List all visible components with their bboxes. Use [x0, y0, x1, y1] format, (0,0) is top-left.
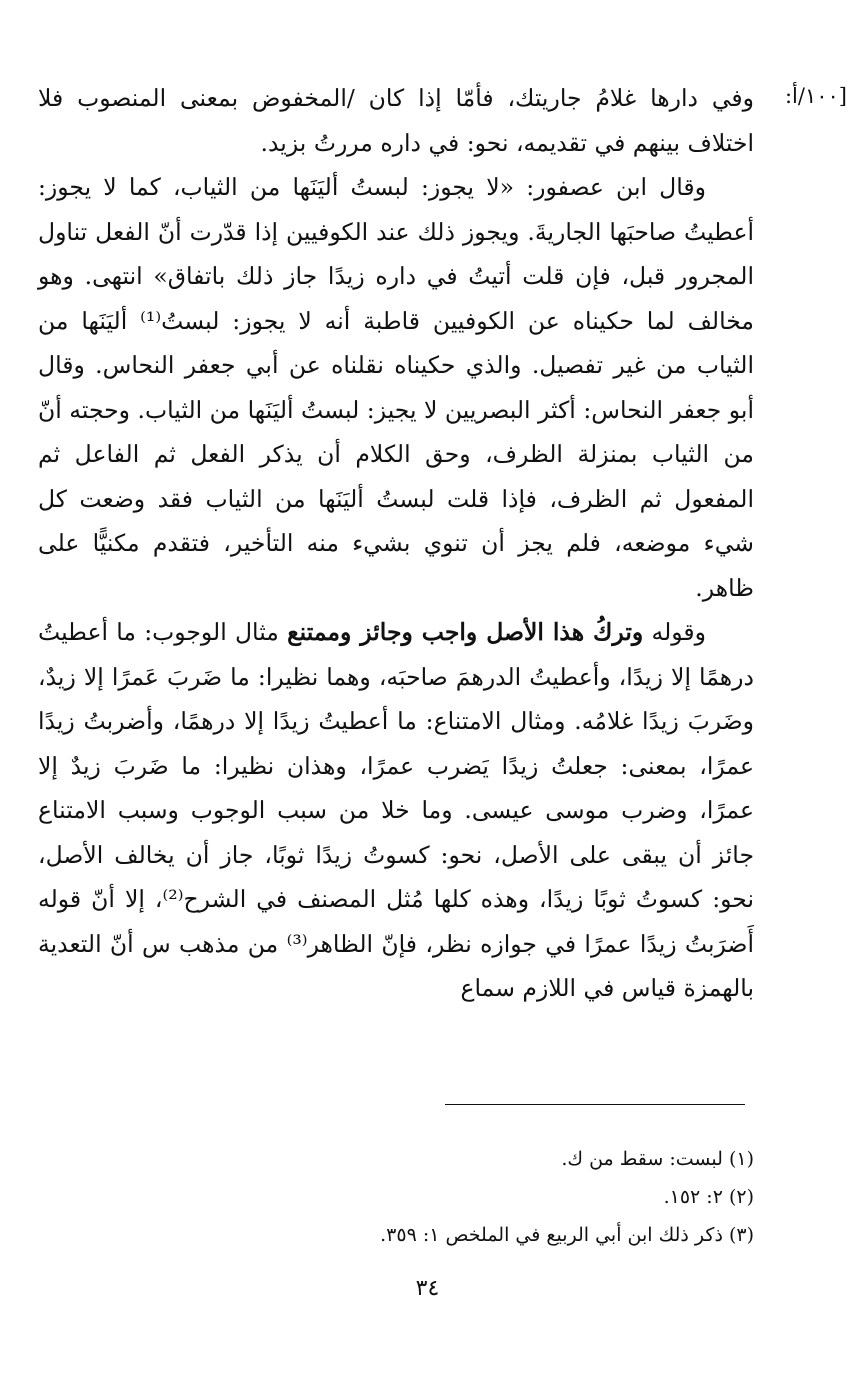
- page-number: ٣٤: [415, 1276, 440, 1301]
- footnote-3: (٣) ذكر ذلك ابن أبي الربيع في الملخص ١: ٣٥٩.: [380, 1224, 754, 1246]
- paragraph-3-quoted-phrase: وتركُ هذا الأصل واجب وجائز وممتنع: [287, 618, 644, 646]
- paragraph-3-intro: وقوله: [643, 618, 706, 646]
- margin-manuscript-reference: :١٠٠/أ]: [784, 84, 847, 108]
- paragraph-3: [38, 610, 754, 1011]
- paragraph-2: وقال ابن عصفور: «لا يجوز: لبستُ أليَنَها من الثياب، كما لا يجوز: أعطيتُ صاحبَها الجاريةَ. ويجوز ذلك عند الكوفيين إذا قدّرت أنّ الفعل تناول المجرور قبل، فإن قلت أتيتُ في داره زيدًا جاز ذلك باتفاق» انتهى. وهو مخالف لما حكيناه عن الكوفيين قاطبة أنه لا يجوز: لبستُ⁽¹⁾ أليَنَها من الثياب من غير تفصيل. والذي حكيناه نقلناه عن أبي جعفر النحاس. وقال أبو جعفر النحاس: أكثر البصريين لا يجيز: لبستُ أليَنَها من الثياب. وحجته أنّ من الثياب بمنزلة الظرف، وحق الكلام أن يذكر الفعل ثم الفاعل ثم المفعول ثم الظرف، فإذا قلت لبستُ أليَنَها من الثياب فقد وضعت كل شيء موضعه، فلم يجز أن تنوي بشيء منه التأخير، فتقدم مكنيًّا على ظاهر.: [38, 173, 754, 602]
- footnotes: [38, 1140, 754, 1254]
- paragraph-3-body: مثال الوجوب: ما أعطيتُ درهمًا إلا زيدًا، وأعطيتُ الدرهمَ صاحبَه، وهما نظيرا: ما ضَربَ عَمرًا إلا زيدٌ، وضَربَ زيدًا غلامُه. ومثال الامتناع: ما أعطيتُ زيدًا إلا درهمًا، وأضربتُ زيدًا عمرًا، بمعنى: جعلتُ زيدًا يَضرب عمرًا، وهذان نظيرا: ما ضَربَ زيدٌ إلا عمرًا، وضرب موسى عيسى. وما خلا من سبب الوجوب وسبب الامتناع جائز أن يبقى على الأصل، نحو: كسوتُ زيدًا ثوبًا، جاز أن يخالف الأصل، نحو: كسوتُ ثوبًا زيدًا، وهذه كلها مُثل المصنف في الشرح⁽²⁾، إلا أنّ قوله أَضرَبتُ زيدًا عمرًا في جوازه نظر، فإنّ الظاهر⁽³⁾ من مذهب س أنّ التعدية بالهمزة قياس في اللازم سماع: [38, 618, 754, 1002]
- footnote-divider: [445, 1104, 745, 1105]
- paragraph-1: وفي دارها غلامُ جاريتك، فأمّا إذا كان /المخفوض بمعنى المنصوب فلا اختلاف بينهم في تقديمه، نحو: في داره مررتُ بزيد.: [38, 84, 754, 157]
- footnote-2: (٢) ٢: ١٥٢.: [663, 1186, 754, 1208]
- footnote-1: (١) لبست: سقط من ك.: [561, 1148, 754, 1170]
- main-text: [38, 76, 754, 1011]
